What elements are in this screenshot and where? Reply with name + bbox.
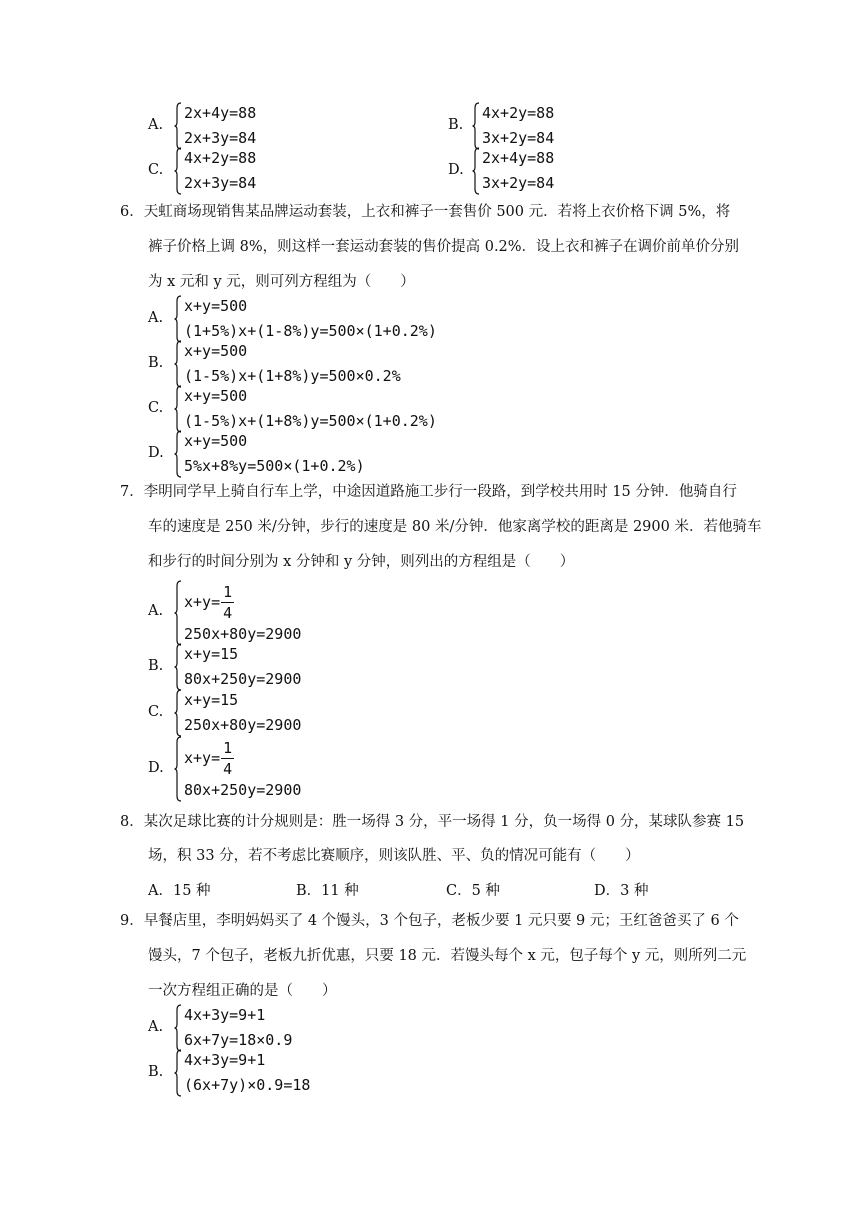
q9-line-2: 馒头，7 个包子，老板九折优惠，只要 18 元．若馒头每个 x 元，包子每个 y 元，则所列二元	[148, 948, 747, 964]
q6-a-eq2: (1+5%)x+(1-8%)y=500×(1+0.2%)	[184, 322, 437, 340]
q6-option-d-system	[174, 430, 454, 478]
q6-option-d-label: D.	[148, 445, 164, 461]
q7-c-eq2: 250x+80y=2900	[184, 716, 302, 734]
q5-c-eq2: 2x+3y=84	[184, 174, 257, 192]
brace	[174, 102, 182, 150]
q8-option-b: B．11 种	[296, 883, 359, 899]
brace	[174, 295, 182, 343]
q6-option-c-system	[174, 385, 454, 433]
q8-option-c: C．5 种	[446, 883, 500, 899]
brace	[174, 1004, 182, 1052]
q5-b-eq1: 4x+2y=88	[482, 104, 555, 122]
q5-option-a-system	[174, 102, 284, 150]
q5-option-b-label: B.	[448, 117, 464, 133]
q6-option-c-label: C.	[148, 400, 164, 416]
q9-option-b-label: B.	[148, 1064, 164, 1080]
q5-option-d-label: D.	[448, 162, 464, 178]
q7-option-a-system	[174, 580, 334, 646]
q5-option-c-label: C.	[148, 162, 164, 178]
q7-option-c-system	[174, 689, 334, 737]
q5-option-b-system	[472, 102, 582, 150]
q7-d-eq1-prefix: x+y=	[184, 749, 221, 767]
q5-option-d-system	[472, 147, 582, 195]
brace	[472, 102, 480, 150]
brace	[174, 689, 182, 737]
fraction-denominator: 4	[223, 604, 233, 622]
q5-a-eq2: 2x+3y=84	[184, 129, 257, 147]
q9-line-1: 9．早餐店里，李明妈妈买了 4 个馒头，3 个包子，老板少要 1 元只要 9 元；王红爸爸买了 6 个	[120, 913, 739, 929]
q7-option-d-system	[174, 736, 334, 802]
q9-option-a-label: A.	[148, 1019, 164, 1035]
q9-a-eq1: 4x+3y=9+1	[184, 1006, 266, 1024]
fraction-numerator: 1	[223, 583, 233, 601]
q8-option-a: A．15 种	[148, 883, 211, 899]
q6-line-2: 裤子价格上调 8%，则这样一套运动套装的售价提高 0.2%．设上衣和裤子在调价前单价分别	[148, 239, 740, 255]
q5-d-eq2: 3x+2y=84	[482, 174, 555, 192]
q7-line-1: 7．李明同学早上骑自行车上学，中途因道路施工步行一段路，到学校共用时 15 分钟．他骑自行	[120, 484, 737, 500]
q7-line-3: 和步行的时间分别为 x 分钟和 y 分钟，则列出的方程组是（ ）	[148, 554, 575, 570]
q5-c-eq1: 4x+2y=88	[184, 149, 257, 167]
q6-a-eq1: x+y=500	[184, 297, 248, 315]
q6-line-1: 6．天虹商场现销售某品牌运动套装，上衣和裤子一套售价 500 元．若将上衣价格下调 5%，将	[120, 204, 731, 220]
q6-option-a-label: A.	[148, 310, 164, 326]
brace	[174, 385, 182, 433]
q9-option-a-system	[174, 1004, 334, 1052]
q7-b-eq2: 80x+250y=2900	[184, 670, 302, 688]
q7-c-eq1: x+y=15	[184, 691, 239, 709]
q7-option-b-system	[174, 643, 334, 691]
q7-a-eq2: 250x+80y=2900	[184, 625, 302, 643]
q5-d-eq1: 2x+4y=88	[482, 149, 555, 167]
fraction	[221, 582, 234, 623]
q7-d-eq2: 80x+250y=2900	[184, 781, 302, 799]
q9-a-eq2: 6x+7y=18×0.9	[184, 1031, 293, 1049]
q9-b-eq1: 4x+3y=9+1	[184, 1051, 266, 1069]
brace	[174, 430, 182, 478]
q7-option-c-label: C.	[148, 704, 164, 720]
q6-b-eq1: x+y=500	[184, 342, 248, 360]
q6-b-eq2: (1-5%)x+(1+8%)y=500×0.2%	[184, 367, 401, 385]
q9-line-3: 一次方程组正确的是（ ）	[148, 983, 337, 999]
q8-line-2: 场，积 33 分，若不考虑比赛顺序，则该队胜、平、负的情况可能有（ ）	[148, 848, 640, 864]
q5-b-eq2: 3x+2y=84	[482, 129, 555, 147]
q6-line-3: 为 x 元和 y 元，则可列方程组为（ ）	[148, 274, 415, 290]
q6-c-eq2: (1-5%)x+(1+8%)y=500×(1+0.2%)	[184, 412, 437, 430]
q7-option-d-label: D.	[148, 760, 164, 776]
q6-option-a-system	[174, 295, 454, 343]
q5-option-c-system	[174, 147, 284, 195]
q9-option-b-system	[174, 1049, 334, 1097]
brace	[174, 1049, 182, 1097]
brace	[174, 736, 182, 802]
q8-option-d: D．3 种	[594, 883, 649, 899]
fraction-numerator: 1	[223, 739, 233, 757]
q7-d-eq1	[184, 738, 234, 779]
fraction	[221, 738, 234, 779]
q7-b-eq1: x+y=15	[184, 645, 239, 663]
fraction-denominator: 4	[223, 760, 233, 778]
q6-d-eq1: x+y=500	[184, 432, 248, 450]
q7-line-2: 车的速度是 250 米/分钟，步行的速度是 80 米/分钟．他家离学校的距离是 2900 米．若他骑车	[148, 519, 762, 535]
q6-d-eq2: 5%x+8%y=500×(1+0.2%)	[184, 457, 365, 475]
q7-a-eq1-prefix: x+y=	[184, 593, 221, 611]
q6-option-b-label: B.	[148, 355, 164, 371]
q6-option-b-system	[174, 340, 454, 388]
q7-option-b-label: B.	[148, 658, 164, 674]
brace	[174, 147, 182, 195]
brace	[174, 643, 182, 691]
q9-b-eq2: (6x+7y)×0.9=18	[184, 1076, 311, 1094]
q8-line-1: 8．某次足球比赛的计分规则是：胜一场得 3 分，平一场得 1 分，负一场得 0 分，某球队参赛 15	[120, 814, 745, 830]
brace	[174, 340, 182, 388]
q5-option-a-label: A.	[148, 117, 164, 133]
q7-a-eq1	[184, 582, 234, 623]
q7-option-a-label: A.	[148, 603, 164, 619]
q5-a-eq1: 2x+4y=88	[184, 104, 257, 122]
brace	[174, 580, 182, 646]
q6-c-eq1: x+y=500	[184, 387, 248, 405]
brace	[472, 147, 480, 195]
